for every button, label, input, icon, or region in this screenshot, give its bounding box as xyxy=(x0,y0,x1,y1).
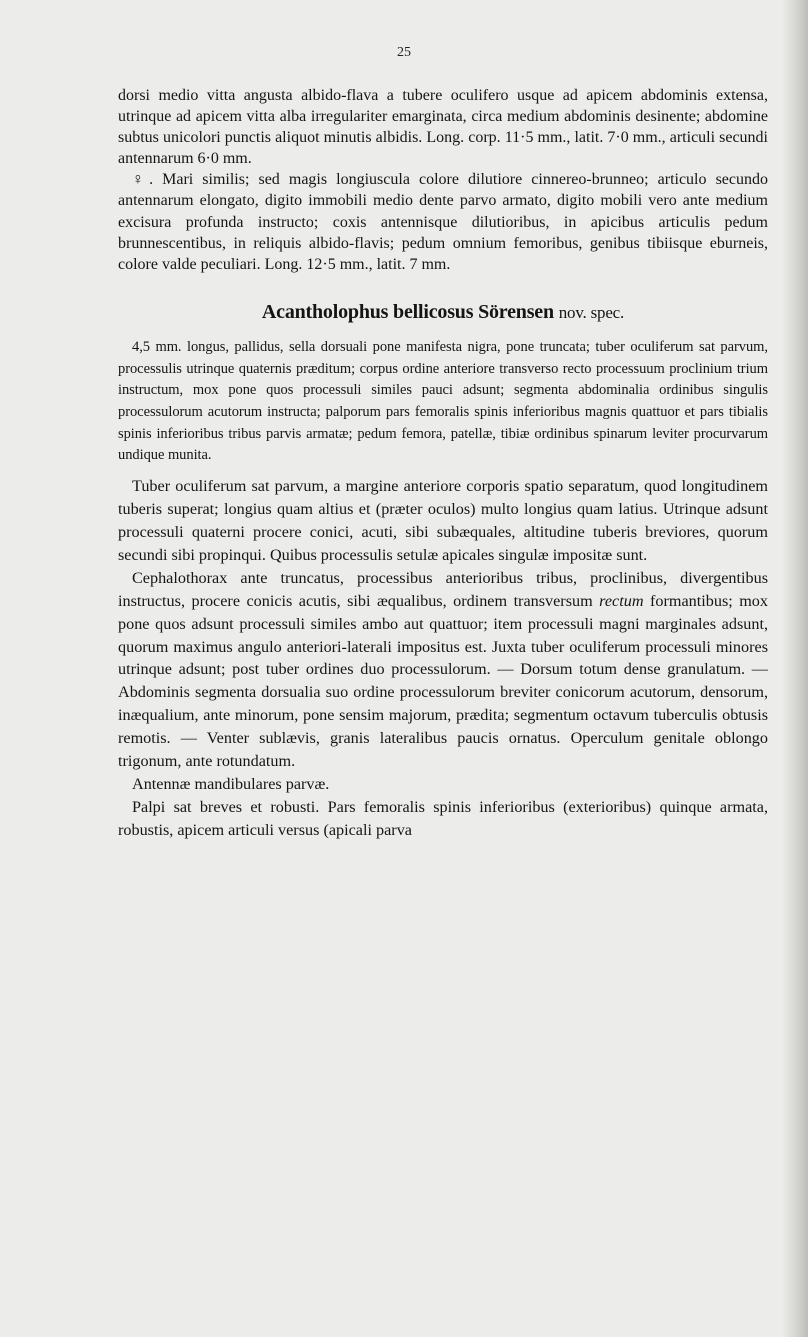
page-edge-shadow xyxy=(782,0,808,1337)
paragraph-palpi: Palpi sat breves et robusti. Pars femoralis spinis inferioribus (exterioribus) quinque armata, robustis, apicem articuli versus (apicali parva xyxy=(118,797,768,839)
paragraph-tuber: Tuber oculiferum sat parvum, a margine anteriore corporis spatio separatum, quod longitudinem tuberis superat; longius quam altius et (præter oculos) multo longius quam latius. Utrinque adsunt processuli quaterni procere conici, acuti, sibi subæquales, altitudine tuberis breviores, quorum secundi sibi propinqui. Quibus processulis setulæ apicales singulæ impositæ sunt. xyxy=(118,477,768,564)
paragraph-female-description: ♀. Mari similis; sed magis longiuscula colore dilutiore cinnereo-brunneo; articulo secundo antennarum elongato, digito immobili medio dente parvo armato, digito mobili vero ante medium excisura profunda instructo; coxis antennisque dilutioribus, in apicibus articulis pedum brunnescentibus, in reliquis albido-flavis; pedum omnium femoribus, genibus tibiisque eburneis, colore valde peculiari. Long. 12·5 mm., latit. 7 mm. xyxy=(118,171,768,273)
species-description xyxy=(118,475,768,842)
species-heading xyxy=(118,302,768,323)
species-suffix: nov. spec. xyxy=(558,302,625,322)
italic-word: rectum xyxy=(599,591,644,610)
cephalothorax-text-end: formantibus; mox pone quos adsunt processuli similes ambo aut quattuor; item processuli magni marginales adsunt, quorum maximus angulo anteriori-laterali impositus est. Juxta tuber oculiferum processuli minores utrinque adsunt; post tuber ordines duo processulorum. — Dorsum totum dense granulatum. — Abdominis segmenta dorsualia suo ordine processulorum breviter conicorum acutorum, densorum, inæqualium, ante minorum, pone sensim majorum, prædita; segmentum octavum tuberculis obtusis remotis. — Venter sublævis, granis lateralibus paucis ornatus. Operculum genitale oblongo trigonum, ante rotundatum. xyxy=(118,591,768,771)
species-diagnosis: 4,5 mm. longus, pallidus, sella dorsuali pone manifesta nigra, pone truncata; tuber oculiferum sat parvum, processulis utrinque quaternis præditum; corpus ordine anteriore transverso recto processuum proclinium trium instructum, mox pone quos processuli similes pauci adsunt; segmenta abdominalia ordinibus singulis processulorum acutorum instructa; palporum pars femoralis spinis inferioribus magnis quattuor et pars tibialis spinis inferioribus tribus parvis armatæ; pedum femora, patellæ, tibiæ ordinibus spinarum leviter procurvarum undique munita. xyxy=(118,338,768,464)
paragraph-continued: dorsi medio vitta angusta albido-flava a tubere oculifero usque ad apicem abdominis extensa, utrinque ad apicem vitta alba irregulariter emarginata, circa medium abdominis desinente; abdomine subtus unicolori punctis aliquot minutis albidis. Long. corp. 11·5 mm., latit. 7·0 mm., articuli secundi antennarum 6·0 mm. xyxy=(118,87,768,168)
paragraph-cephalothorax xyxy=(118,567,768,773)
paragraph-antennae: Antennæ mandibulares parvæ. xyxy=(132,774,330,793)
cephalothorax-text-start: Cephalothorax ante truncatus, processibus anterioribus tribus, proclinibus, divergentibus instructus, procere conicis acutis, sibi æqualibus, ordinem transversum xyxy=(118,568,768,610)
page-number: 25 xyxy=(397,45,411,60)
species-name: Acantholophus bellicosus Sörensen xyxy=(261,300,554,323)
page-content xyxy=(118,85,768,842)
